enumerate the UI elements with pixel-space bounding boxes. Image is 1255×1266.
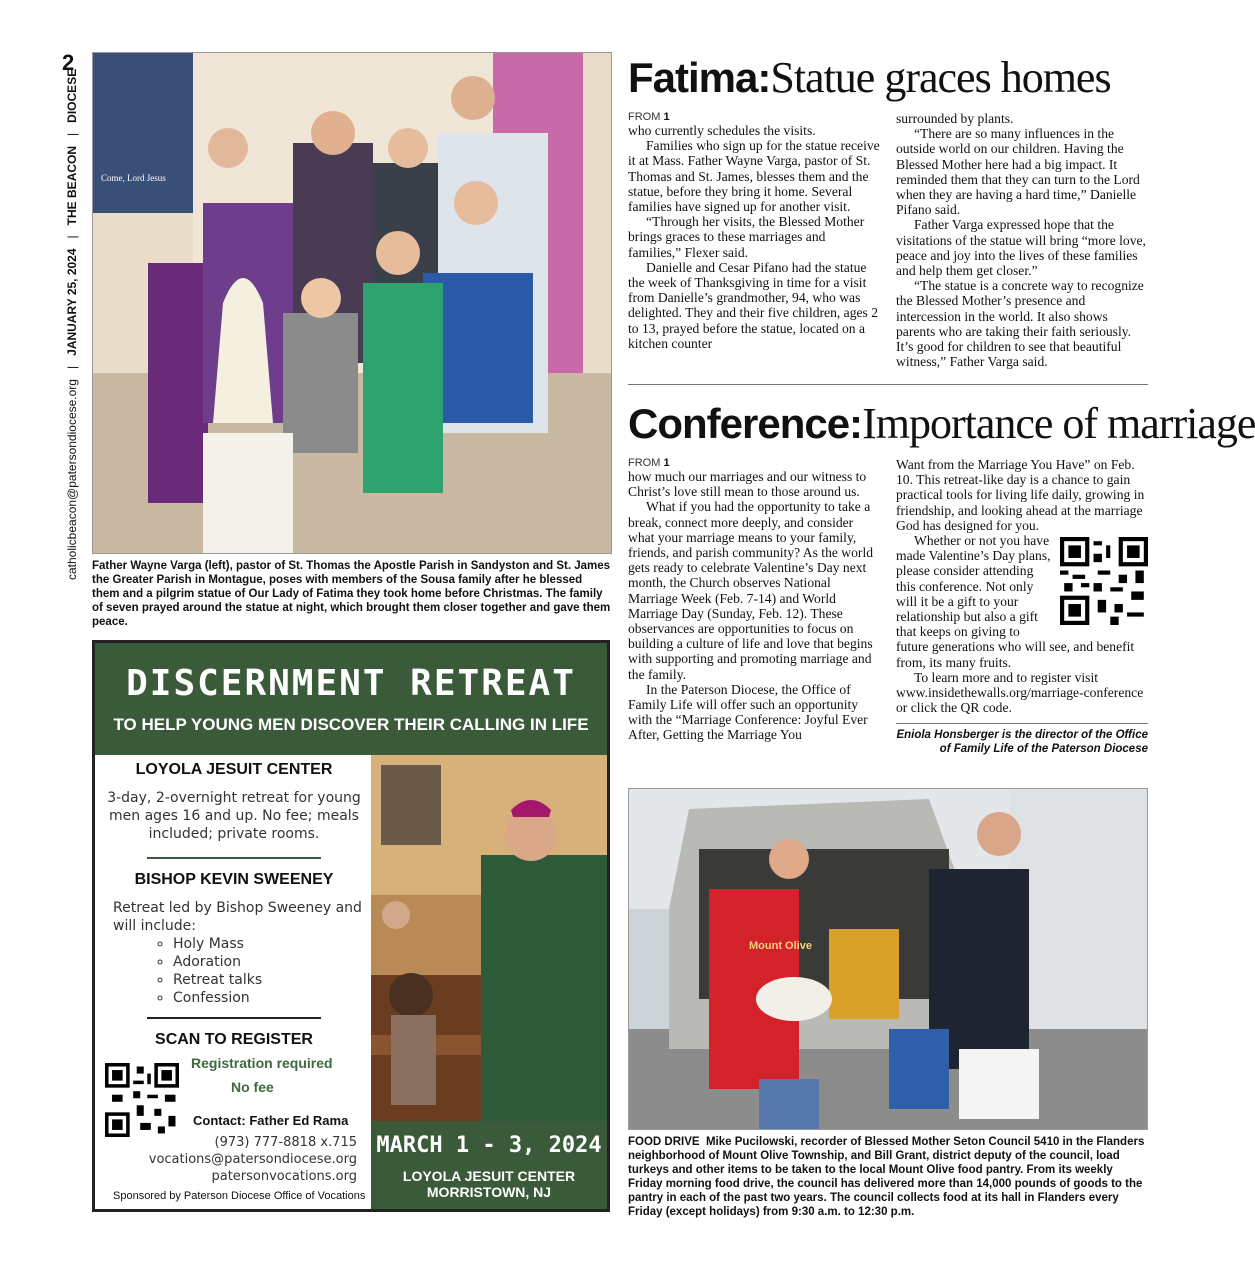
ad-left-column	[103, 761, 365, 1049]
fatima-photo-caption: Father Wayne Varga (left), pastor of St. Thomas the Apostle Parish in Sandyston and St. James the Greater Parish in Montague, poses with members of the Sousa family after he blessed them and a pilgrim statue of Our Lady of Fatima they took home before Christmas. The family of seven prayed around the statue at night, which brought them closer together and gave them peace.	[92, 560, 611, 628]
food-drive-caption	[628, 1135, 1148, 1219]
qr-icon	[1060, 537, 1148, 625]
paragraph: how much our marriages and our witness to Christ’s love still mean to those around us.	[628, 469, 867, 500]
conference-byline: Eniola Honsberger is the director of the Office of Family Life of the Paterson Diocese	[896, 729, 1148, 756]
list-item: ◦ Holy Mass	[173, 935, 365, 953]
ad-phone: (973) 777-8818 x.715	[214, 1135, 357, 1150]
conference-title: Importance of marriage	[862, 399, 1255, 448]
list-item: ◦ Retreat talks	[173, 971, 365, 989]
vertical-rail	[55, 68, 85, 580]
section-divider	[628, 384, 1148, 385]
rail-publication: THE BEACON	[65, 145, 79, 226]
rail-sep: |	[65, 235, 79, 239]
ad-sponsor: Sponsored by Paterson Diocese Office of Vocations	[113, 1190, 366, 1202]
paragraph: Want from the Marriage You Have” on Feb. 10. This retreat-like day is a chance to gain practical tools for living life daily, growing in friendship, and looking ahead at the marriage God has designed for you.	[896, 457, 1145, 533]
rail-section: DIOCESE	[65, 68, 79, 123]
ad-registration: Registration required	[191, 1055, 333, 1071]
ad-bishop-heading: BISHOP KEVIN SWEENEY	[134, 871, 334, 888]
list-item: ◦ Confession	[173, 989, 365, 1007]
rail-sep: |	[65, 365, 79, 369]
paragraph: “The statue is a concrete way to recognize the Blessed Mother’s presence and intercession in the world. It also shows parents who are taking their faith seriously. It’s good for children to see that beautiful witness,” Father Varga said.	[896, 278, 1144, 370]
conference-col-1	[628, 457, 882, 743]
ad-scan-heading: SCAN TO REGISTER	[155, 1031, 313, 1048]
ad-fee: No fee	[231, 1079, 274, 1095]
ad-header	[95, 643, 607, 755]
ad-divider	[147, 857, 321, 859]
paragraph: “There are so many influences in the outside world on our children. Having the Blessed Mother here had a big impact. It reminded them that they can turn to the Lord when they are having a hard time,” Danielle Pifano said.	[896, 126, 1140, 218]
fatima-photo	[92, 52, 612, 554]
ad-bishop-text: Retreat led by Bishop Sweeney and will include:	[113, 900, 362, 934]
paragraph: “Through her visits, the Blessed Mother brings graces to these marriages and families,” Flexer said.	[628, 214, 865, 260]
from-label: FROM	[628, 457, 661, 469]
conference-kicker: Conference:	[628, 400, 863, 447]
fatima-photo-illustration	[93, 53, 611, 553]
fatima-title: Statue graces homes	[770, 53, 1111, 102]
ad-location-2: MORRISTOWN, NJ	[426, 1184, 552, 1200]
ad-date-box	[371, 1121, 607, 1209]
fatima-col-2	[896, 111, 1146, 369]
ad-venue-heading: LOYOLA JESUIT CENTER	[135, 761, 333, 778]
paragraph: In the Paterson Diocese, the Office of Family Life will offer such an opportunity with the “Marriage Conference: Joyful Ever After, Getting the Marriage You	[628, 681, 868, 743]
from-label: FROM	[628, 111, 661, 123]
conference-headline	[628, 398, 1255, 449]
paragraph: To learn more and to register visit www.insidethewalls.org/marriage-conference or click the QR code.	[896, 669, 1144, 716]
discernment-retreat-ad[interactable]	[92, 640, 610, 1212]
paragraph: Families who sign up for the statue receive it at Mass. Father Wayne Varga, pastor of St. Thomas and St. James, blesses them and the statue, before they bring it home. Several families have signed up for another visit.	[628, 138, 880, 215]
paragraph: surrounded by plants.	[896, 111, 1014, 126]
fatima-kicker: Fatima:	[628, 54, 771, 101]
list-item: ◦ Adoration	[173, 953, 365, 971]
paragraph: Father Varga expressed hope that the visitations of the statue will bring “more love, peace and joy into the lives of these families and help them get closer.”	[896, 217, 1146, 279]
conference-from	[628, 457, 882, 469]
conference-col-2	[896, 457, 1148, 756]
ad-subtitle: TO HELP YOUNG MEN DISCOVER THEIR CALLING IN LIFE	[113, 715, 589, 734]
ad-title: DISCERNMENT RETREAT	[126, 663, 576, 704]
paragraph: Danielle and Cesar Pifano had the statue the week of Thanksgiving in time for a visit from Danielle’s grandmother, 94, who was delighted. They and their five children, ages 2 to 13, prayed before the statue, located on a kitchen counter	[628, 259, 879, 351]
from-page: 1	[663, 111, 670, 123]
rail-text	[65, 68, 79, 580]
fatima-headline	[628, 52, 1111, 103]
banner-text: Come, Lord Jesus	[101, 173, 166, 183]
food-drive-label: FOOD DRIVE	[628, 1136, 700, 1148]
bishop-photo	[371, 755, 607, 1121]
ad-email[interactable]: vocations@patersondiocese.org	[148, 1152, 357, 1167]
byline-divider	[896, 723, 1148, 724]
rail-date: JANUARY 25, 2024	[65, 248, 79, 356]
ad-venue-text: 3-day, 2-overnight retreat for young men ages 16 and up. No fee; meals included; private rooms.	[107, 790, 361, 842]
ad-website[interactable]: patersonvocations.org	[211, 1169, 357, 1184]
bishop-photo-illustration	[371, 755, 607, 1121]
food-drive-photo	[628, 788, 1148, 1130]
ad-activity-list	[103, 935, 365, 1007]
from-page: 1	[663, 457, 670, 469]
paragraph: who currently schedules the visits.	[628, 123, 816, 138]
ad-divider	[147, 1017, 321, 1019]
ad-qr-code[interactable]	[105, 1063, 179, 1137]
ad-contact: Contact: Father Ed Rama	[193, 1113, 349, 1128]
conference-qr-code[interactable]	[1060, 537, 1148, 625]
food-drive-caption-text: Mike Pucilowski, recorder of Blessed Mother Seton Council 5410 in the Flanders neighborhood of Mount Olive Township, and Bill Grant, district deputy of the council, load turkeys and other items to be taken to the local Mount Olive food pantry. From its weekly Friday morning food drive, the council has delivered more than 14,000 pounds of goods to the pantry in each of the past two years. The council collects food at its hall in Flanders every Friday (except holidays) from 9:30 a.m. to 12:30 p.m.	[628, 1136, 1145, 1218]
fatima-from	[628, 111, 880, 123]
ad-location-1: LOYOLA JESUIT CENTER	[402, 1168, 576, 1184]
sweatshirt-text: Mount Olive	[749, 940, 812, 952]
food-drive-illustration	[629, 789, 1147, 1129]
qr-icon	[105, 1063, 179, 1137]
rail-email: catholicbeacon@patersondiocese.org	[65, 379, 79, 580]
ad-dates: MARCH 1 - 3, 2024	[376, 1133, 602, 1158]
page-number: 2	[62, 50, 75, 75]
paragraph: What if you had the opportunity to take a break, connect more deeply, and consider what your marriage means to your family, friends, and parish community? As the world gets ready to celebrate Valentine’s Day next month, the Church observes National Marriage Week (Feb. 7-14) and World Marriage Day (Sunday, Feb. 12). These observances are opportunities to focus on building a culture of life and love that begins with supporting and promoting marriage and the family.	[628, 499, 874, 682]
fatima-col-1	[628, 111, 880, 351]
rail-sep: |	[65, 132, 79, 136]
paragraph: Whether or not you have made Valentine’s Day plans, please consider attending this conference. Not only will it be a gift to your relationship but also a gift that keeps on giving to future generations who will see, and benefit from, its many fruits.	[896, 533, 1135, 670]
